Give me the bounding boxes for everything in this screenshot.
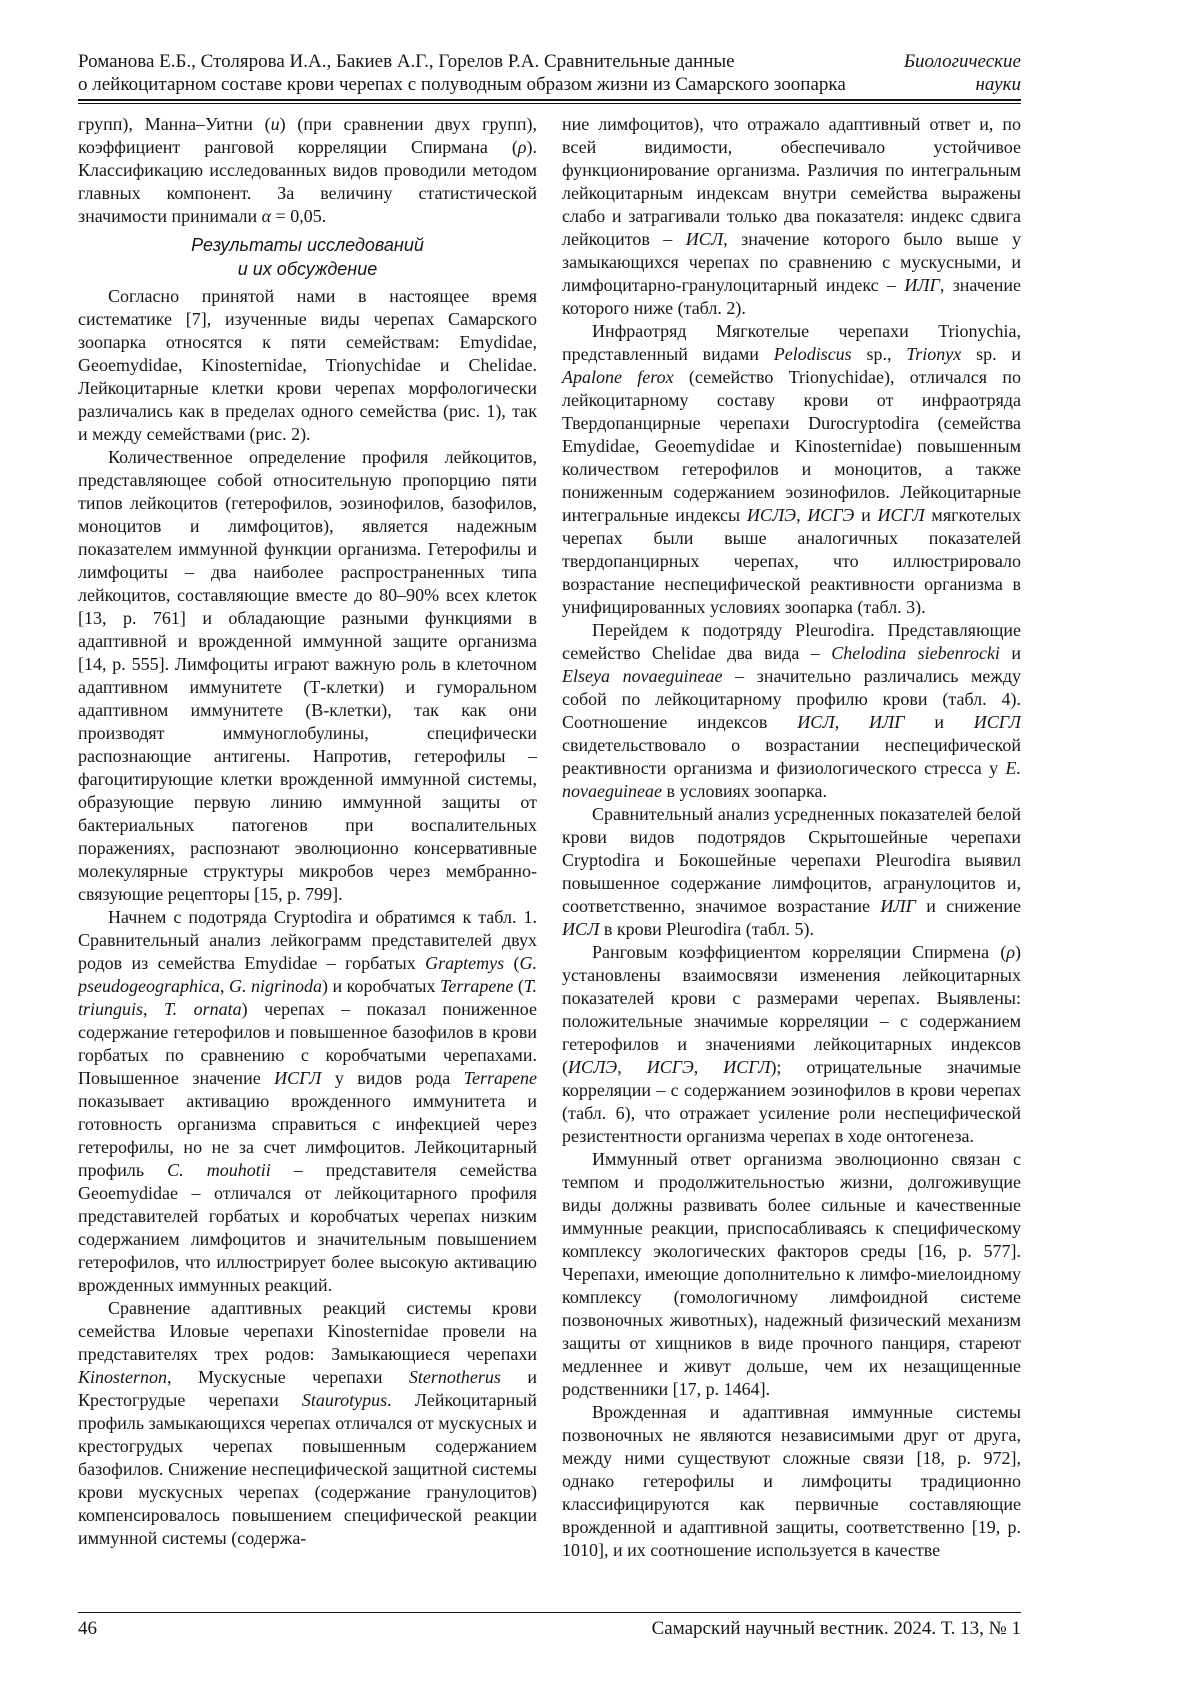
- running-head: [78, 0, 1021, 96]
- section-label-line1: Биологические: [903, 51, 1021, 72]
- section-label: [904, 50, 1021, 96]
- paragraph: Сравнение адаптивных реакций системы крови семейства Иловые черепахи Kinosternidae провели на представителях трех родов: Замыкающиеся черепахи Kinosternon, Мускусные черепахи Sternotherus и Крестогрудые черепахи Staurotypus. Лейкоцитарный профиль замыкающихся черепах отличался от мускусных и крестогрудых черепах повышенным содержанием базофилов. Снижение неспецифической защитной системы крови мускусных черепах (содержание гранулоцитов) компенсировалось повышением специфической реакции иммунной системы (содержа-: [78, 1298, 537, 1548]
- article-body: [78, 113, 1021, 1611]
- paragraph: Согласно принятой нами в настоящее время систематике [7], изученные виды черепах Самарского зоопарка относятся к пяти семействам: Emydidae, Geoemydidae, Kinosternidae, Trionychidae и Chelidae. Лейкоцитарные клетки крови черепах морфологически различались как в пределах одного семейства (рис. 1), так и между семействами (рис. 2).: [78, 286, 537, 444]
- section-label-line2: науки: [975, 74, 1021, 95]
- paragraph: Сравнительный анализ усредненных показателей белой крови видов подотрядов Скрытошейные черепахи Cryptodira и Бокошейные черепахи Pleurodira выявил повышенное содержание лимфоцитов, агранулоцитов и, соответственно, значимое возрастание ИЛГ и снижение ИСЛ в крови Pleurodira (табл. 5).: [562, 804, 1021, 939]
- section-heading: Результаты исследований и их обсуждение: [191, 235, 424, 279]
- journal-reference: Самарский научный вестник. 2024. Т. 13, № 1: [651, 1618, 1021, 1639]
- paragraph: ние лимфоцитов), что отражало адаптивный ответ и, по всей видимости, обеспечивало устойчивое функционирование организма. Различия по интегральным лейкоцитарным индексам внутри семейства выражены слабо и затрагивали только два показателя: индекс сдвига лейкоцитов – ИСЛ, значение которого было выше у замыкающихся черепах по сравнению с мускусными, и лимфоцитарно-гранулоцитарный индекс – ИЛГ, значение которого ниже (табл. 2).: [562, 114, 1021, 318]
- paragraph: Начнем с подотряда Cryptodira и обратимся к табл. 1. Сравнительный анализ лейкограмм представителей двух родов из семейства Emydidae – горбатых Graptemys (G. pseudogeographica, G. nigrinoda) и коробчатых Terrapene (T. triunguis, T. ornata) черепах – показал пониженное содержание гетерофилов и повышенное базофилов в крови горбатых по сравнению с коробчатыми черепахами. Повышенное значение ИСГЛ у видов рода Terrapene показывает активацию врожденного иммунитета и готовность организма справиться с инфекцией через гетерофилы, но не за счет лимфоцитов. Лейкоцитарный профиль C. mouhotii – представителя семейства Geoemydidae – отличался от лейкоцитарного профиля представителей горбатых и коробчатых черепах низким содержанием лимфоцитов и значительным повышением гетерофилов, что иллюстрирует более высокую активацию врожденных иммунных реакций.: [78, 907, 538, 1295]
- article-page: [78, 0, 1021, 1611]
- running-title-line1: Романова Е.Б., Столярова И.А., Бакиев А.Г., Горелов Р.А. Сравнительные данные: [78, 51, 735, 72]
- header-rule: [78, 99, 1021, 104]
- paragraph: Ранговым коэффициентом корреляции Спирмена (ρ) установлены взаимосвязи изменения лейкоцитарных показателей крови с размерами черепах. Выявлены: положительные значимые корреляции – с содержанием гетерофилов и значениями лейкоцитарных индексов (ИСЛЭ, ИСГЭ, ИСГЛ); отрицательные значимые корреляции – с содержанием эозинофилов в крови черепах (табл. 6), что отражает усиление роли неспецифической резистентности организма черепах в ходе онтогенеза.: [562, 942, 1021, 1146]
- paragraph: групп), Манна–Уитни (u) (при сравнении двух групп), коэффициент ранговой корреляции Спирмана (ρ). Классификацию исследованных видов проводили методом главных компонент. За величину статистической значимости принимали α = 0,05.: [78, 114, 538, 226]
- column-right: [562, 113, 1021, 1611]
- page-number: 46: [78, 1618, 97, 1639]
- page-footer: [78, 1612, 1021, 1640]
- paragraph: Врожденная и адаптивная иммунные системы позвоночных не являются независимыми друг от друга, между ними существуют сложные связи [18, p. 972], однако гетерофилы и лимфоциты традиционно классифицируются как первичные составляющие врожденной и адаптивной защиты, соответственно [19, p. 1010], и их соотношение используется в качестве: [562, 1402, 1021, 1560]
- running-title: [78, 50, 846, 96]
- running-title-line2: о лейкоцитарном составе крови черепах с полуводным образом жизни из Самарского зоопарка: [78, 74, 846, 95]
- paragraph: Перейдем к подотряду Pleurodira. Представляющие семейство Chelidae два вида – Chelodina siebenrocki и Elseya novaeguineae – значительно различались между собой по лейкоцитарному профилю крови (табл. 4). Соотношение индексов ИСЛ, ИЛГ и ИСГЛ свидетельствовало о возрастании неспецифической реактивности организма и физиологического стресса у E. novaeguineae в условиях зоопарка.: [562, 620, 1021, 801]
- column-left: [78, 113, 537, 1611]
- paragraph: Иммунный ответ организма эволюционно связан с темпом и продолжительностью жизни, долгоживущие виды должны развивать более сильные и качественные иммунные реакции, приспосабливаясь к специфическому комплексу экологических факторов среды [16, p. 577]. Черепахи, имеющие дополнительно к лимфо-миелоидному комплексу (гомологичному лимфоидной системе позвоночных животных), надежный физический механизм защиты от хищников в виде прочного панциря, стареют медленнее и живут дольше, чем их незащищенные родственники [17, p. 1464].: [562, 1149, 1021, 1399]
- paragraph: Количественное определение профиля лейкоцитов, представляющее собой относительную пропорцию пяти типов лейкоцитов (гетерофилов, эозинофилов, базофилов, моноцитов и лимфоцитов), является надежным показателем иммунной функции организма. Гетерофилы и лимфоциты – два наиболее распространенных типа лейкоцитов, составляющие вместе до 80–90% всех клеток [13, p. 761] и обладающие разными функциями в адаптивной и врожденной иммунной защите организма [14, p. 555]. Лимфоциты играют важную роль в клеточном адаптивном иммунитете (Т-клетки) и гуморальном адаптивном иммунитете (В-клетки), так как они производят иммуноглобулины, специфически распознающие антигены. Напротив, гетерофилы – фагоцитирующие клетки врожденной иммунной системы, образующие первую линию иммунной защиты от бактериальных патогенов при воспалительных поражениях, распознают эволюционно консервативные молекулярные структуры микробов через мембранно-связующие рецепторы [15, p. 799].: [78, 447, 537, 904]
- paragraph: Инфраотряд Мягкотелые черепахи Trionychia, представленный видами Pelodiscus sp., Trionyx sp. и Apalone ferox (семейство Trionychidae), отличался по лейкоцитарному составу крови от инфраотряда Твердопанцирные черепахи Durocryptodira (семейства Emydidae, Geoemydidae и Kinosternidae) повышенным количеством гетерофилов и моноцитов, а также пониженным содержанием эозинофилов. Лейкоцитарные интегральные индексы ИСЛЭ, ИСГЭ и ИСГЛ мягкотелых черепах были выше аналогичных показателей твердопанцирных черепах, что иллюстрировало возрастание неспецифической реактивности организма в унифицированных условиях зоопарка (табл. 3).: [562, 321, 1021, 617]
